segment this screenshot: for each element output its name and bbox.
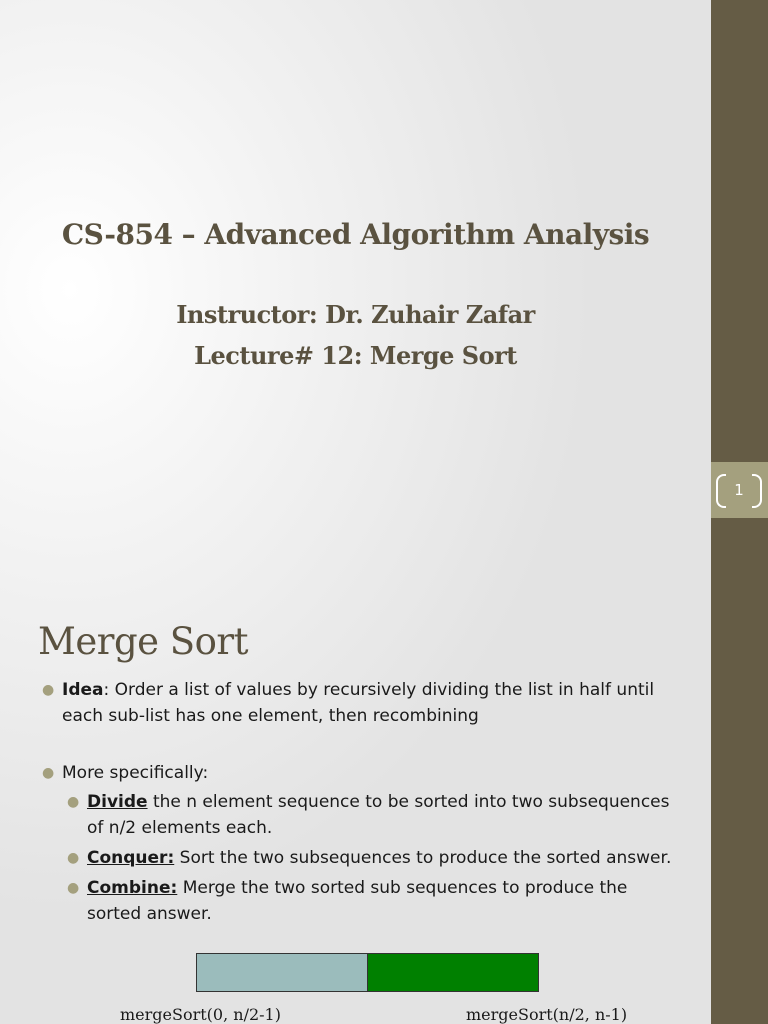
sub-bullet-combine-line2: sorted answer. bbox=[87, 904, 212, 924]
sub-bullet-dot-icon: ● bbox=[67, 850, 80, 866]
page-number bbox=[716, 474, 762, 506]
left-call-label: mergeSort(0, n/2-1) bbox=[120, 1005, 281, 1024]
sub-bullet-conquer bbox=[87, 845, 671, 871]
page-number-text: 1 bbox=[734, 481, 744, 499]
instructor-line: Instructor: Dr. Zuhair Zafar bbox=[176, 300, 535, 329]
course-title: CS-854 – Advanced Algorithm Analysis bbox=[61, 218, 650, 251]
sub-bullet-text: Merge the two sorted sub sequences to produce the bbox=[177, 878, 628, 898]
bullet-idea bbox=[62, 677, 654, 703]
sub-bullet-term: Conquer: bbox=[87, 848, 175, 868]
bullet-dot-icon: ● bbox=[42, 682, 55, 698]
sub-bullet-divide-line2: of n/2 elements each. bbox=[87, 818, 273, 838]
sub-bullet-dot-icon: ● bbox=[67, 880, 80, 896]
lecture-line: Lecture# 12: Merge Sort bbox=[194, 341, 517, 370]
sub-bullet-combine bbox=[87, 875, 627, 901]
sub-bullet-dot-icon: ● bbox=[67, 794, 80, 810]
left-bracket-icon bbox=[716, 474, 726, 508]
array-right-half bbox=[367, 953, 539, 992]
sub-bullet-divide bbox=[87, 789, 670, 815]
slide-heading: Merge Sort bbox=[38, 620, 248, 663]
sub-bullet-term: Combine: bbox=[87, 878, 178, 898]
array-left-half bbox=[196, 953, 368, 992]
bullet-term: Idea bbox=[62, 680, 104, 700]
right-bracket-icon bbox=[752, 474, 762, 508]
bullet-more-specifically: More specifically: bbox=[62, 763, 209, 783]
bullet-idea-line2: each sub-list has one element, then recombining bbox=[62, 706, 479, 726]
sub-bullet-text: Sort the two subsequences to produce the sorted answer. bbox=[174, 848, 672, 868]
right-call-label: mergeSort(n/2, n-1) bbox=[466, 1005, 628, 1024]
bullet-text: : Order a list of values by recursively dividing the list in half until bbox=[103, 680, 655, 700]
sub-bullet-text: the n element sequence to be sorted into two subsequences bbox=[147, 792, 670, 812]
sub-bullet-term: Divide bbox=[87, 792, 148, 812]
bullet-dot-icon: ● bbox=[42, 765, 55, 781]
